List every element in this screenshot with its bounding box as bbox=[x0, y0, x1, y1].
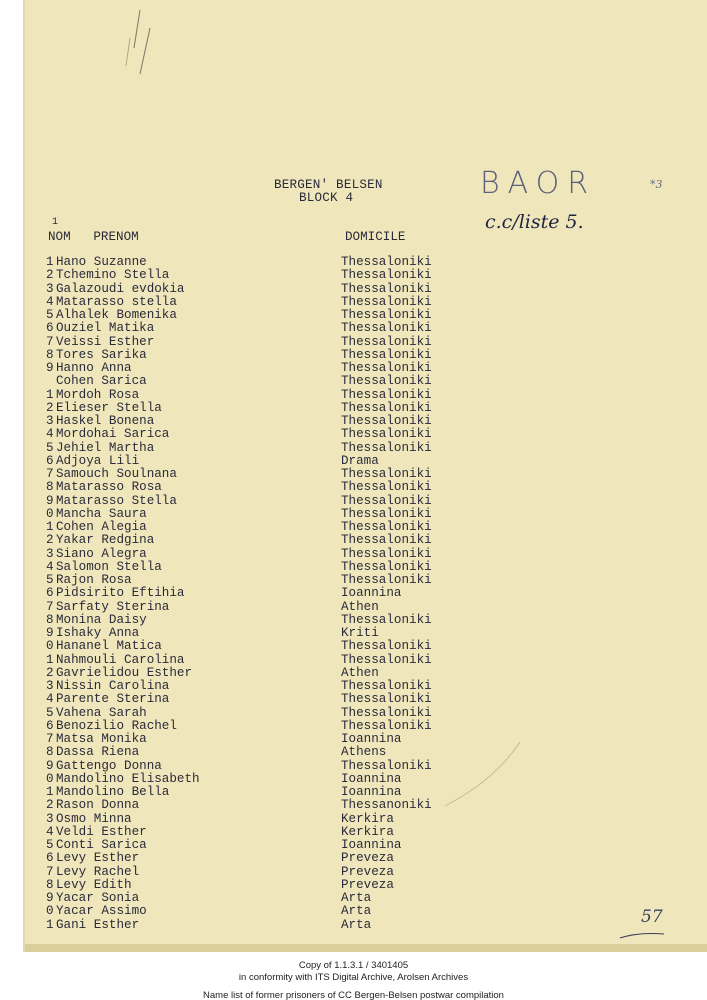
list-item bbox=[46, 561, 466, 574]
row-domicile: Thessaloniki bbox=[341, 652, 432, 667]
row-number: 3 bbox=[46, 679, 54, 693]
row-number: 3 bbox=[46, 546, 54, 561]
row-name: Gavrielidou Esther bbox=[56, 665, 193, 680]
row-number: 8 bbox=[46, 877, 54, 892]
row-domicile: Ioannina bbox=[341, 586, 402, 601]
row-number: 0 bbox=[46, 904, 54, 919]
column-mark: 1 bbox=[52, 217, 59, 228]
row-domicile: Thessaloniki bbox=[341, 374, 432, 389]
row-name: Conti Sarica bbox=[56, 838, 147, 852]
row-name: Nissin Carolina bbox=[56, 679, 170, 693]
row-name: Haskel Bonena bbox=[56, 414, 155, 428]
list-item bbox=[46, 799, 466, 812]
list-item bbox=[46, 746, 466, 759]
row-number: 3 bbox=[46, 811, 54, 826]
row-number: 1 bbox=[46, 520, 54, 534]
row-number: 6 bbox=[46, 321, 54, 336]
list-item bbox=[46, 866, 466, 879]
row-name: Hanno Anna bbox=[56, 361, 132, 375]
list-item bbox=[46, 415, 466, 428]
list-item bbox=[46, 601, 466, 614]
list-item bbox=[46, 693, 466, 706]
list-item bbox=[46, 852, 466, 865]
row-number: 8 bbox=[46, 612, 54, 627]
prisoner-list bbox=[46, 256, 466, 932]
row-domicile: Thessaloniki bbox=[341, 427, 432, 442]
row-number: 1 bbox=[46, 652, 54, 667]
row-number: 4 bbox=[46, 559, 54, 574]
footer-description-line: Name list of former prisoners of CC Bergen-Belsen postwar compilation bbox=[203, 990, 504, 1000]
row-domicile: Thessaloniki bbox=[341, 480, 432, 495]
row-number: 0 bbox=[46, 771, 54, 786]
row-number: 1 bbox=[46, 917, 54, 932]
row-name: Samouch Soulnana bbox=[56, 467, 177, 481]
archive-footer bbox=[0, 960, 707, 1000]
document-title: BERGEN' BELSEN bbox=[274, 178, 383, 192]
handwritten-baor-mark: *3 bbox=[650, 178, 663, 191]
row-domicile: Thessaloniki bbox=[341, 559, 432, 574]
row-number: 7 bbox=[46, 599, 54, 614]
row-name: Yacar Assimo bbox=[56, 904, 147, 919]
row-name: Jehiel Martha bbox=[56, 440, 155, 455]
row-number: 3 bbox=[46, 281, 54, 296]
row-name: Mordohai Sarica bbox=[56, 427, 170, 442]
list-item bbox=[46, 905, 466, 918]
row-name: Nahmouli Carolina bbox=[56, 652, 185, 667]
list-item bbox=[46, 521, 466, 534]
row-number: 7 bbox=[46, 864, 54, 879]
row-domicile: Athens bbox=[341, 745, 387, 760]
list-item bbox=[46, 627, 466, 640]
row-number: 8 bbox=[46, 347, 54, 362]
pencil-stroke-marks bbox=[110, 8, 170, 88]
row-domicile: Thessaloniki bbox=[341, 758, 432, 773]
list-item bbox=[46, 733, 466, 746]
row-name: Tchemino Stella bbox=[56, 268, 170, 283]
row-name: Tores Sarika bbox=[56, 347, 147, 362]
row-domicile: Ioannina bbox=[341, 732, 402, 746]
row-domicile: Thessaloniki bbox=[341, 268, 432, 283]
row-domicile: Thessaloniki bbox=[341, 612, 432, 627]
row-name: Gattengo Donna bbox=[56, 758, 162, 773]
row-domicile: Kriti bbox=[341, 626, 379, 640]
list-item bbox=[46, 375, 466, 388]
row-number: 6 bbox=[46, 586, 54, 601]
row-name: Yacar Sonia bbox=[56, 891, 140, 905]
row-domicile: Ioannina bbox=[341, 838, 402, 852]
list-item bbox=[46, 919, 466, 932]
row-number: 4 bbox=[46, 294, 54, 309]
list-item bbox=[46, 455, 466, 468]
row-name: Matsa Monika bbox=[56, 732, 147, 746]
list-item bbox=[46, 667, 466, 680]
row-number: 2 bbox=[46, 268, 54, 283]
row-domicile: Ioannina bbox=[341, 785, 402, 799]
row-name: Matarasso Rosa bbox=[56, 480, 162, 495]
row-name: Parente Sterina bbox=[56, 692, 170, 707]
list-item bbox=[46, 283, 466, 296]
list-item bbox=[46, 495, 466, 508]
row-number: 9 bbox=[46, 891, 54, 905]
list-item bbox=[46, 428, 466, 441]
row-name: Veissi Esther bbox=[56, 334, 155, 349]
row-number: 6 bbox=[46, 851, 54, 866]
row-domicile: Thessaloniki bbox=[341, 347, 432, 362]
row-number: 6 bbox=[46, 453, 54, 468]
row-domicile: Thessaloniki bbox=[341, 573, 432, 587]
row-name: Alhalek Bomenika bbox=[56, 308, 177, 322]
list-item bbox=[46, 813, 466, 826]
list-item bbox=[46, 614, 466, 627]
list-item bbox=[46, 534, 466, 547]
list-item bbox=[46, 256, 466, 269]
row-number: 9 bbox=[46, 626, 54, 640]
row-name: Mandolino Elisabeth bbox=[56, 771, 200, 786]
row-domicile: Thessaloniki bbox=[341, 281, 432, 296]
row-number: 9 bbox=[46, 361, 54, 375]
row-name: Hananel Matica bbox=[56, 639, 162, 654]
list-item bbox=[46, 508, 466, 521]
row-domicile: Thessaloniki bbox=[341, 692, 432, 707]
row-domicile: Athen bbox=[341, 665, 379, 680]
row-domicile: Thessaloniki bbox=[341, 506, 432, 521]
row-domicile: Arta bbox=[341, 904, 372, 919]
row-domicile: Ioannina bbox=[341, 771, 402, 786]
row-number: 7 bbox=[46, 467, 54, 481]
row-domicile: Thessaloniki bbox=[341, 308, 432, 322]
row-name: Ouziel Matika bbox=[56, 321, 155, 336]
row-number: 0 bbox=[46, 506, 54, 521]
row-name: Cohen Alegia bbox=[56, 520, 147, 534]
row-name: Mandolino Bella bbox=[56, 785, 170, 799]
row-domicile: Thessaloniki bbox=[341, 679, 432, 693]
row-domicile: Thessaloniki bbox=[341, 387, 432, 402]
row-number: 6 bbox=[46, 718, 54, 733]
handwritten-liste: c.c/liste 5. bbox=[485, 211, 584, 233]
row-name: Sarfaty Sterina bbox=[56, 599, 170, 614]
row-number: 0 bbox=[46, 639, 54, 654]
block-title: BLOCK 4 bbox=[299, 191, 354, 205]
row-domicile: Preveza bbox=[341, 864, 394, 879]
row-name: Matarasso Stella bbox=[56, 493, 177, 508]
row-name: Adjoya Lili bbox=[56, 453, 140, 468]
list-item bbox=[46, 336, 466, 349]
list-item bbox=[46, 786, 466, 799]
row-domicile: Kerkira bbox=[341, 811, 394, 826]
list-item bbox=[46, 481, 466, 494]
row-name: Galazoudi evdokia bbox=[56, 281, 185, 296]
row-number: 5 bbox=[46, 838, 54, 852]
list-item bbox=[46, 587, 466, 600]
row-name: Rajon Rosa bbox=[56, 573, 132, 587]
row-domicile: Arta bbox=[341, 891, 372, 905]
list-item bbox=[46, 389, 466, 402]
list-item bbox=[46, 879, 466, 892]
row-name: Levy Edith bbox=[56, 877, 132, 892]
row-domicile: Thessaloniki bbox=[341, 400, 432, 415]
row-number: 2 bbox=[46, 665, 54, 680]
row-domicile: Preveza bbox=[341, 877, 394, 892]
row-domicile: Thessaloniki bbox=[341, 334, 432, 349]
row-domicile: Athen bbox=[341, 599, 379, 614]
list-item bbox=[46, 468, 466, 481]
row-domicile: Drama bbox=[341, 453, 379, 468]
row-domicile: Thessaloniki bbox=[341, 321, 432, 336]
list-item bbox=[46, 839, 466, 852]
row-number: 4 bbox=[46, 824, 54, 839]
row-number: 5 bbox=[46, 705, 54, 720]
list-item bbox=[46, 309, 466, 322]
row-number: 3 bbox=[46, 414, 54, 428]
row-number: 4 bbox=[46, 692, 54, 707]
row-domicile: Preveza bbox=[341, 851, 394, 866]
list-item bbox=[46, 574, 466, 587]
list-item bbox=[46, 773, 466, 786]
row-name: Pidsirito Eftihia bbox=[56, 586, 185, 601]
row-name: Monina Daisy bbox=[56, 612, 147, 627]
row-number: 1 bbox=[46, 387, 54, 402]
row-domicile: Thessaloniki bbox=[341, 361, 432, 375]
handwritten-underline bbox=[618, 928, 668, 942]
row-number: 9 bbox=[46, 758, 54, 773]
row-number: 2 bbox=[46, 798, 54, 813]
header-domicile: DOMICILE bbox=[345, 230, 406, 244]
row-name: Benozilio Rachel bbox=[56, 718, 177, 733]
list-item bbox=[46, 760, 466, 773]
row-name: Osmo Minna bbox=[56, 811, 132, 826]
row-number: 2 bbox=[46, 400, 54, 415]
row-domicile: Kerkira bbox=[341, 824, 394, 839]
row-number: 2 bbox=[46, 533, 54, 548]
row-name: Vahena Sarah bbox=[56, 705, 147, 720]
row-number: 5 bbox=[46, 573, 54, 587]
row-domicile: Thessaloniki bbox=[341, 533, 432, 548]
list-item bbox=[46, 322, 466, 335]
row-name: Matarasso stella bbox=[56, 294, 177, 309]
list-item bbox=[46, 654, 466, 667]
row-domicile: Thessaloniki bbox=[341, 705, 432, 720]
row-domicile: Thessaloniki bbox=[341, 440, 432, 455]
row-number: 9 bbox=[46, 493, 54, 508]
row-name: Siano Alegra bbox=[56, 546, 147, 561]
list-item bbox=[46, 269, 466, 282]
row-domicile: Thessaloniki bbox=[341, 467, 432, 481]
row-name: Dassa Riena bbox=[56, 745, 140, 760]
list-item bbox=[46, 720, 466, 733]
list-item bbox=[46, 640, 466, 653]
row-name: Cohen Sarica bbox=[56, 374, 147, 389]
list-item bbox=[46, 349, 466, 362]
row-number: 8 bbox=[46, 745, 54, 760]
row-number: 7 bbox=[46, 732, 54, 746]
row-number: 1 bbox=[46, 255, 54, 269]
row-domicile: Thessaloniki bbox=[341, 414, 432, 428]
row-number: 5 bbox=[46, 440, 54, 455]
row-domicile: Thessaloniki bbox=[341, 718, 432, 733]
list-item bbox=[46, 402, 466, 415]
list-item bbox=[46, 892, 466, 905]
row-name: Veldi Esther bbox=[56, 824, 147, 839]
row-name: Rason Donna bbox=[56, 798, 140, 813]
row-domicile: Thessaloniki bbox=[341, 255, 432, 269]
footer-conformity-line: in conformity with ITS Digital Archive, Arolsen Archives bbox=[238, 972, 469, 983]
row-domicile: Thessanoniki bbox=[341, 798, 432, 813]
list-item bbox=[46, 362, 466, 375]
row-name: Gani Esther bbox=[56, 917, 140, 932]
scan-bottom-edge bbox=[25, 944, 707, 952]
row-name: Salomon Stella bbox=[56, 559, 162, 574]
row-number: 8 bbox=[46, 480, 54, 495]
row-number: 4 bbox=[46, 427, 54, 442]
row-name: Mordoh Rosa bbox=[56, 387, 140, 402]
row-name: Elieser Stella bbox=[56, 400, 162, 415]
row-name: Mancha Saura bbox=[56, 506, 147, 521]
row-number: 1 bbox=[46, 785, 54, 799]
list-item bbox=[46, 680, 466, 693]
row-name: Yakar Redgina bbox=[56, 533, 155, 548]
row-name: Levy Rachel bbox=[56, 864, 140, 879]
row-name: Levy Esther bbox=[56, 851, 140, 866]
row-domicile: Thessaloniki bbox=[341, 520, 432, 534]
row-domicile: Thessaloniki bbox=[341, 639, 432, 654]
row-number: 7 bbox=[46, 334, 54, 349]
list-item bbox=[46, 296, 466, 309]
row-name: Ishaky Anna bbox=[56, 626, 140, 640]
row-domicile: Arta bbox=[341, 917, 372, 932]
list-item bbox=[46, 707, 466, 720]
list-item bbox=[46, 826, 466, 839]
header-nom-prenom: NOM PRENOM bbox=[48, 230, 139, 244]
row-number: 5 bbox=[46, 308, 54, 322]
handwritten-page-number: 57 bbox=[641, 907, 663, 927]
row-domicile: Thessaloniki bbox=[341, 294, 432, 309]
row-name: Hano Suzanne bbox=[56, 255, 147, 269]
list-item bbox=[46, 442, 466, 455]
row-domicile: Thessaloniki bbox=[341, 546, 432, 561]
handwritten-baor: BAOR bbox=[480, 166, 597, 201]
row-domicile: Thessaloniki bbox=[341, 493, 432, 508]
footer-copy-line: Copy of 1.1.3.1 / 3401405 bbox=[298, 960, 409, 971]
list-item bbox=[46, 548, 466, 561]
